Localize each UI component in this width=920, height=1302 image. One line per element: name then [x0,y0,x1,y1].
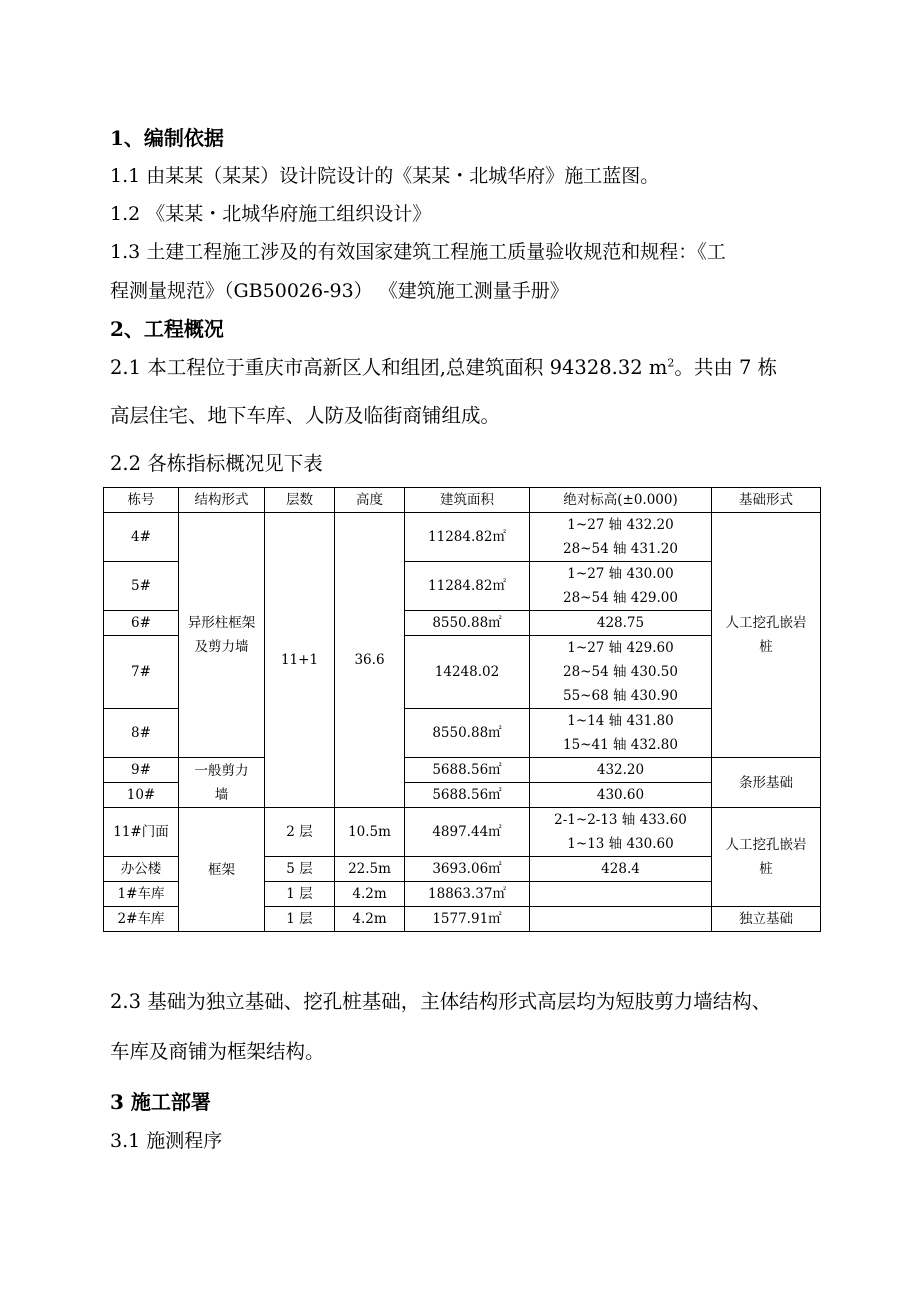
paragraph-2-1-line1 [110,356,777,380]
cell-area: 18863.37㎡ [405,882,530,907]
elevation-line: 2-1~2-13 轴 433.60 [554,812,687,828]
header-foundation: 基础形式 [712,488,821,513]
table-row [104,513,821,562]
elevation-line: 28~54 轴 430.50 [563,664,678,680]
cell-floors: 1 层 [265,882,335,907]
elevation-line: 1~27 轴 429.60 [567,640,674,656]
cell-height: 22.5m [335,857,405,882]
cell-elevation [530,808,712,857]
building-index-table [103,487,821,932]
cell-building: 6# [104,611,179,636]
cell-building: 10# [104,783,179,808]
paragraph-1-1: 1.1 由某某（某某）设计院设计的《某某・北城华府》施工蓝图。 [110,165,660,187]
section-1-title: 1、编制依据 [110,126,224,150]
cell-elevation: 430.60 [530,783,712,808]
paragraph-2-3-line2: 车库及商铺为框架结构。 [110,1040,325,1063]
paragraph-1-3-line2: 程测量规范》（GB50026-93） 《建筑施工测量手册》 [110,280,569,302]
cell-area: 4897.44㎡ [405,808,530,857]
cell-height: 4.2m [335,882,405,907]
cell-structure: 异形柱框架及剪力墙 [179,513,265,758]
cell-elevation [530,882,712,907]
cell-building: 8# [104,709,179,758]
header-height: 高度 [335,488,405,513]
paragraph-2-2: 2.2 各栋指标概况见下表 [110,452,323,475]
cell-area: 1577.91㎡ [405,907,530,932]
header-building-no: 栋号 [104,488,179,513]
cell-height: 36.6 [335,513,405,808]
cell-area: 11284.82㎡ [405,562,530,611]
elevation-line: 1~27 轴 432.20 [567,517,674,533]
header-structure: 结构形式 [179,488,265,513]
cell-foundation: 人工挖孔嵌岩桩 [712,513,821,758]
section-2-title: 2、工程概况 [110,317,224,341]
paragraph-2-1-line2: 高层住宅、地下车库、人防及临街商铺组成。 [110,404,501,427]
elevation-line: 1~13 轴 430.60 [567,836,674,852]
elevation-line: 28~54 轴 431.20 [563,541,678,557]
elevation-line: 15~41 轴 432.80 [563,737,678,753]
cell-building: 2#车库 [104,907,179,932]
cell-height: 10.5m [335,808,405,857]
cell-area: 5688.56㎡ [405,758,530,783]
section-3-title: 3 施工部署 [110,1090,211,1114]
cell-floors: 2 层 [265,808,335,857]
cell-elevation: 428.75 [530,611,712,636]
cell-elevation: 428.4 [530,857,712,882]
cell-height: 4.2m [335,907,405,932]
elevation-line: 55~68 轴 430.90 [563,688,678,704]
cell-foundation: 独立基础 [712,907,821,932]
paragraph-1-3-line1: 1.3 土建工程施工涉及的有效国家建筑工程施工质量验收规范和规程：《工 [110,241,726,263]
cell-area: 5688.56㎡ [405,783,530,808]
table-header-row [104,488,821,513]
elevation-line: 1~27 轴 430.00 [567,566,674,582]
cell-elevation [530,562,712,611]
cell-area: 3693.06㎡ [405,857,530,882]
cell-structure: 框架 [179,808,265,932]
cell-elevation [530,709,712,758]
cell-building: 5# [104,562,179,611]
cell-elevation [530,907,712,932]
cell-building: 1#车库 [104,882,179,907]
cell-elevation: 432.20 [530,758,712,783]
elevation-line: 28~54 轴 429.00 [563,590,678,606]
cell-building: 办公楼 [104,857,179,882]
cell-structure: 一般剪力墙 [179,758,265,808]
cell-area: 14248.02 [405,636,530,709]
cell-building: 4# [104,513,179,562]
paragraph-3-1: 3.1 施测程序 [110,1130,223,1152]
table-row [104,808,821,857]
table-row [104,758,821,783]
cell-building: 7# [104,636,179,709]
elevation-line: 1~14 轴 431.80 [567,713,674,729]
cell-building: 9# [104,758,179,783]
header-floors: 层数 [265,488,335,513]
cell-building: 11#门面 [104,808,179,857]
header-area: 建筑面积 [405,488,530,513]
area-unit-superscript: 2 [667,356,675,370]
cell-elevation [530,636,712,709]
cell-elevation [530,513,712,562]
cell-floors: 11+1 [265,513,335,808]
paragraph-2-1-tail: 。共由 7 栋 [674,356,778,379]
cell-area: 8550.88㎡ [405,709,530,758]
paragraph-2-3-line1: 2.3 基础为独立基础、挖孔桩基础，主体结构形式高层均为短肢剪力墙结构、 [110,990,772,1013]
cell-area: 8550.88㎡ [405,611,530,636]
paragraph-1-2: 1.2 《某某・北城华府施工组织设计》 [110,203,432,225]
cell-foundation: 人工挖孔嵌岩桩 [712,808,821,907]
cell-foundation: 条形基础 [712,758,821,808]
cell-floors: 5 层 [265,857,335,882]
cell-floors: 1 层 [265,907,335,932]
cell-area: 11284.82㎡ [405,513,530,562]
paragraph-2-1-text: 2.1 本工程位于重庆市高新区人和组团,总建筑面积 94328.32 m [110,356,668,379]
header-elevation: 绝对标高(±0.000) [530,488,712,513]
